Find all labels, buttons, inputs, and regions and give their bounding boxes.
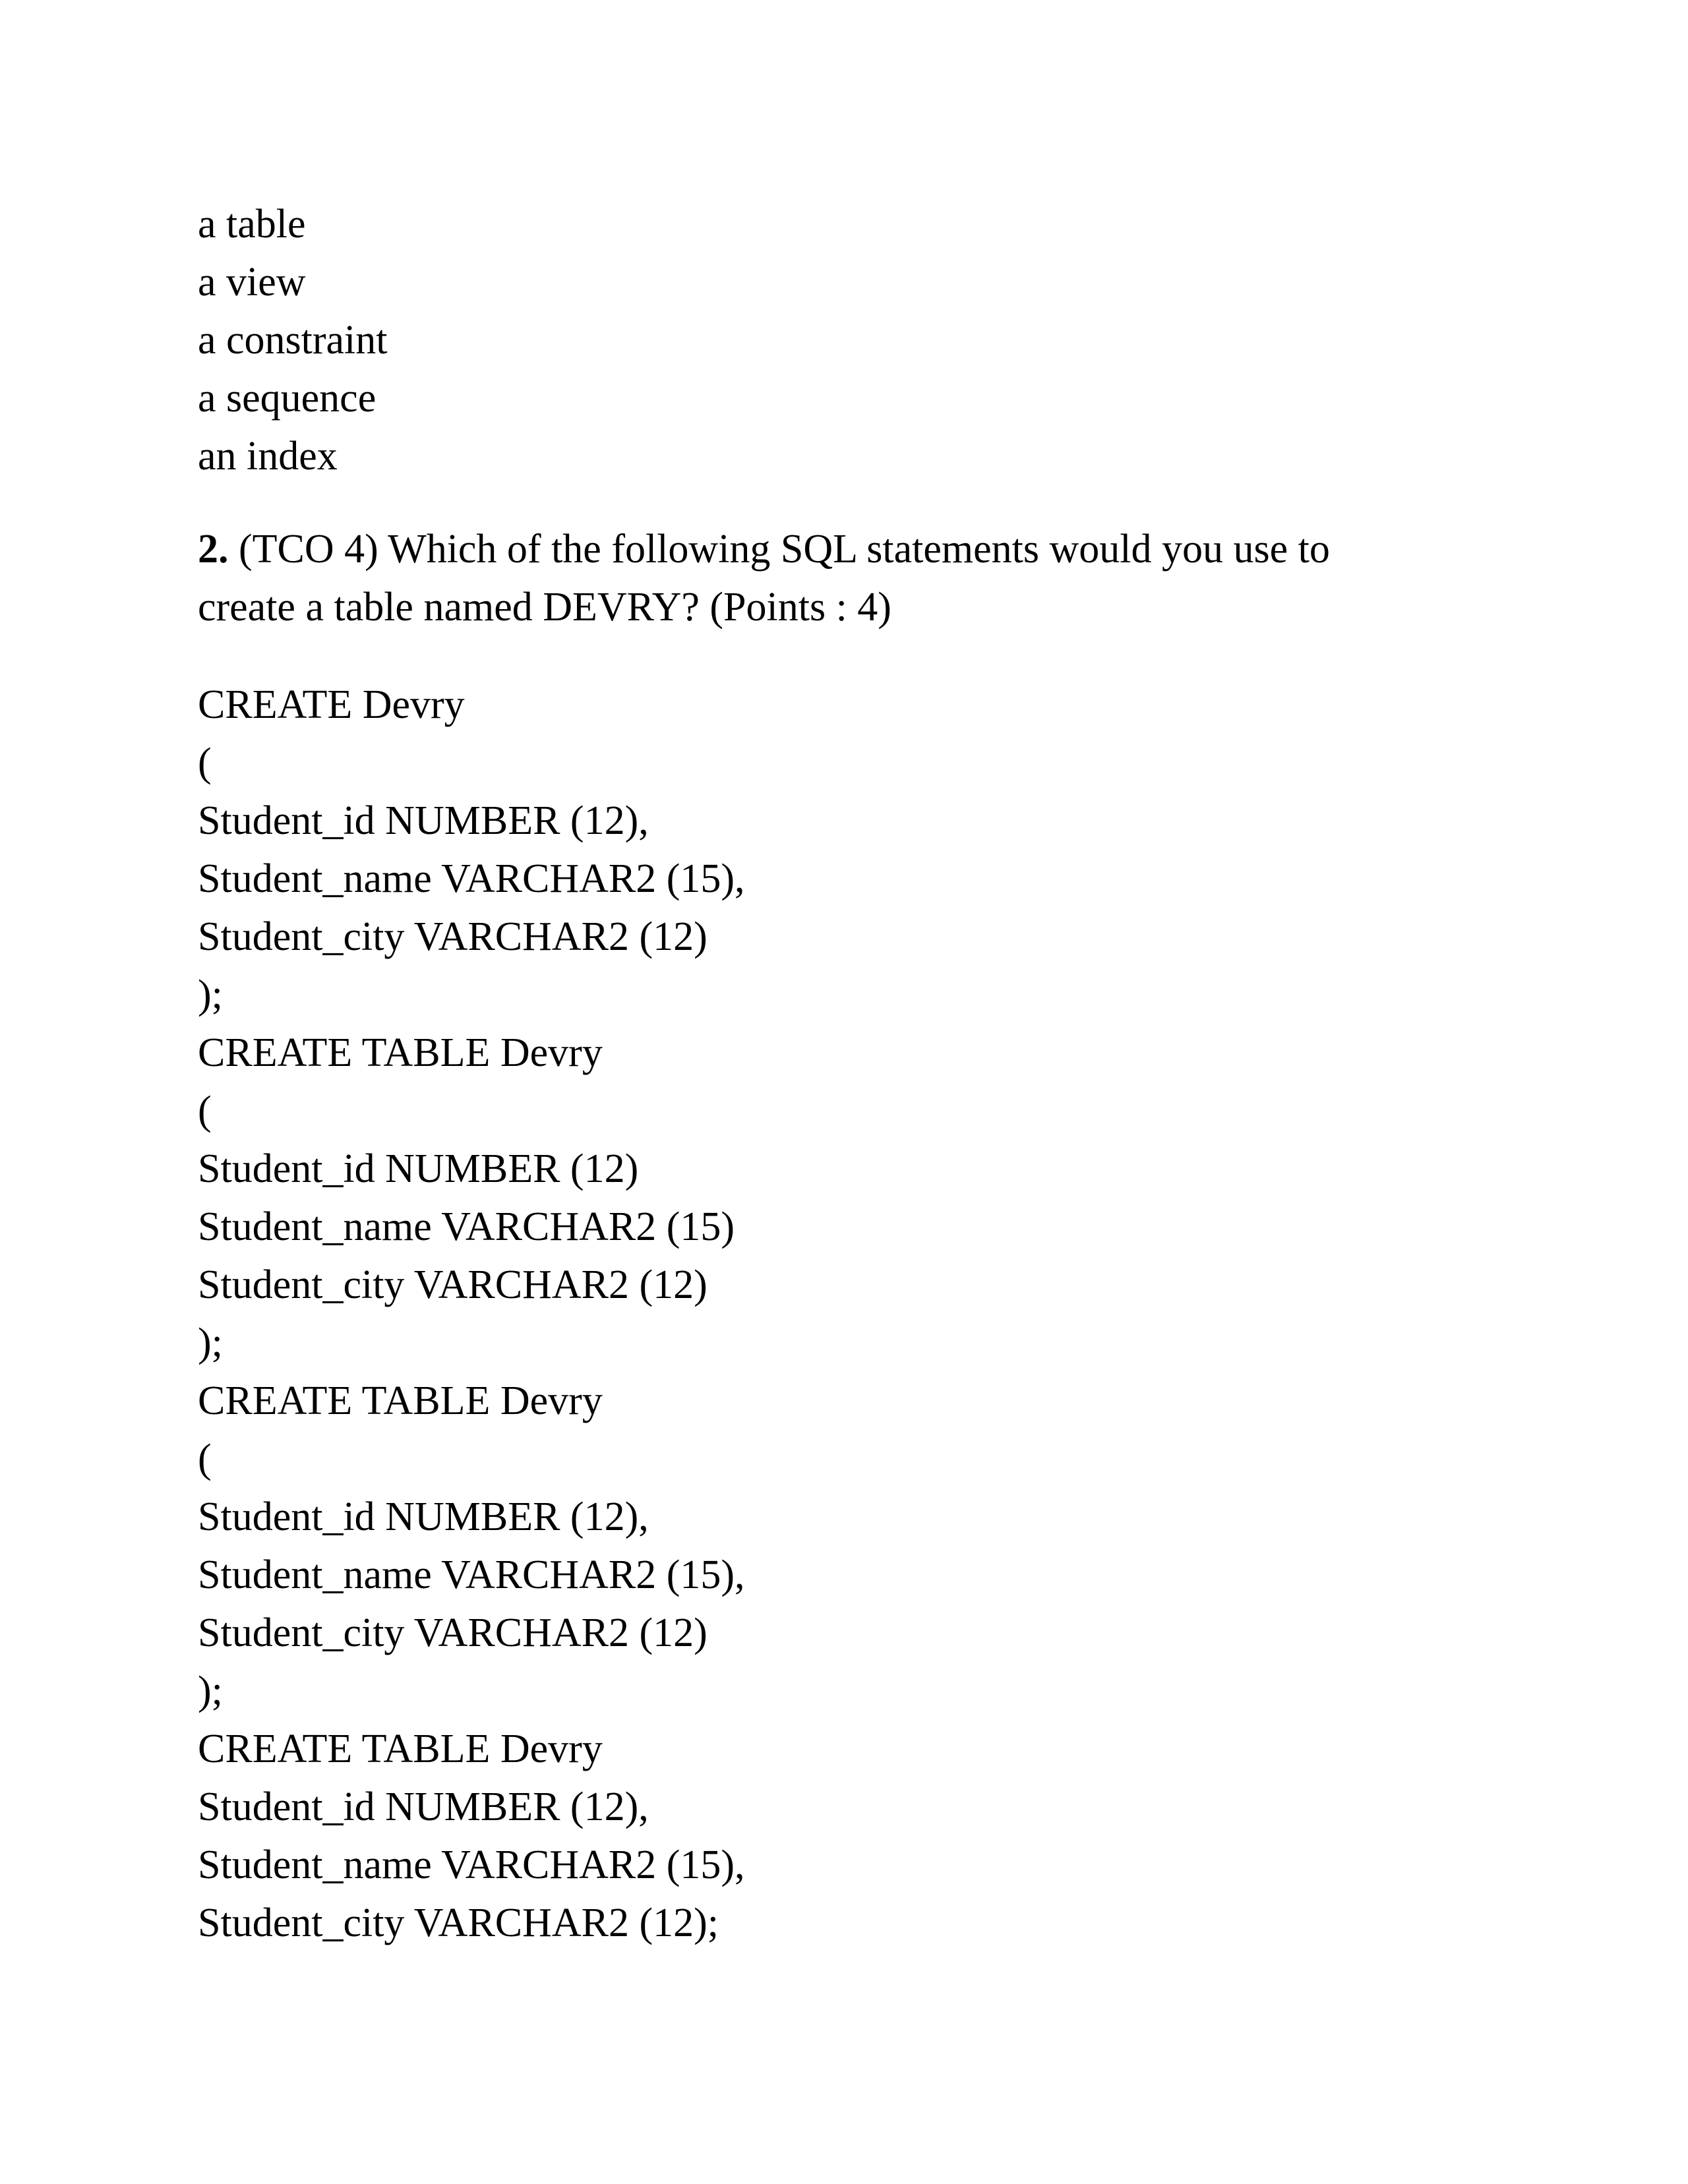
answer-line: Student_id NUMBER (12),: [198, 1785, 649, 1829]
option-text: a table: [198, 202, 306, 247]
question-number: 2.: [198, 527, 229, 572]
question-2: [198, 520, 1517, 636]
answer-line: Student_name VARCHAR2 (15),: [198, 1552, 745, 1597]
answer-line: Student_name VARCHAR2 (15),: [198, 856, 745, 901]
question-text: (TCO 4) Which of the following SQL statements would you use to: [228, 527, 1330, 572]
answer-line: CREATE TABLE Devry: [198, 1727, 603, 1771]
answer-line: );: [198, 1320, 223, 1365]
option-text: a view: [198, 260, 306, 305]
question-line-2: create a table named DEVRY? (Points : 4): [198, 585, 891, 630]
option-text: an index: [198, 434, 338, 479]
answer-line: );: [198, 972, 223, 1017]
answer-line: Student_city VARCHAR2 (12);: [198, 1901, 719, 1945]
answer-line: Student_city VARCHAR2 (12): [198, 1610, 708, 1655]
option-text: a constraint: [198, 318, 388, 363]
previous-question-options: [198, 195, 1517, 485]
answer-options: [198, 676, 1517, 1952]
answer-line: Student_name VARCHAR2 (15): [198, 1204, 735, 1249]
answer-line: Student_id NUMBER (12): [198, 1146, 639, 1191]
option-text: a sequence: [198, 376, 377, 421]
answer-line: CREATE Devry: [198, 682, 465, 727]
answer-line: (: [198, 1088, 212, 1133]
answer-line: Student_id NUMBER (12),: [198, 798, 649, 843]
answer-line: Student_city VARCHAR2 (12): [198, 914, 708, 959]
answer-line: );: [198, 1668, 223, 1713]
answer-line: Student_name VARCHAR2 (15),: [198, 1843, 745, 1887]
answer-line: CREATE TABLE Devry: [198, 1378, 603, 1423]
answer-line: Student_id NUMBER (12),: [198, 1494, 649, 1539]
answer-line: (: [198, 740, 212, 785]
answer-line: (: [198, 1436, 212, 1481]
answer-line: Student_city VARCHAR2 (12): [198, 1262, 708, 1307]
answer-line: CREATE TABLE Devry: [198, 1030, 603, 1075]
question-line-1: [198, 520, 1517, 578]
